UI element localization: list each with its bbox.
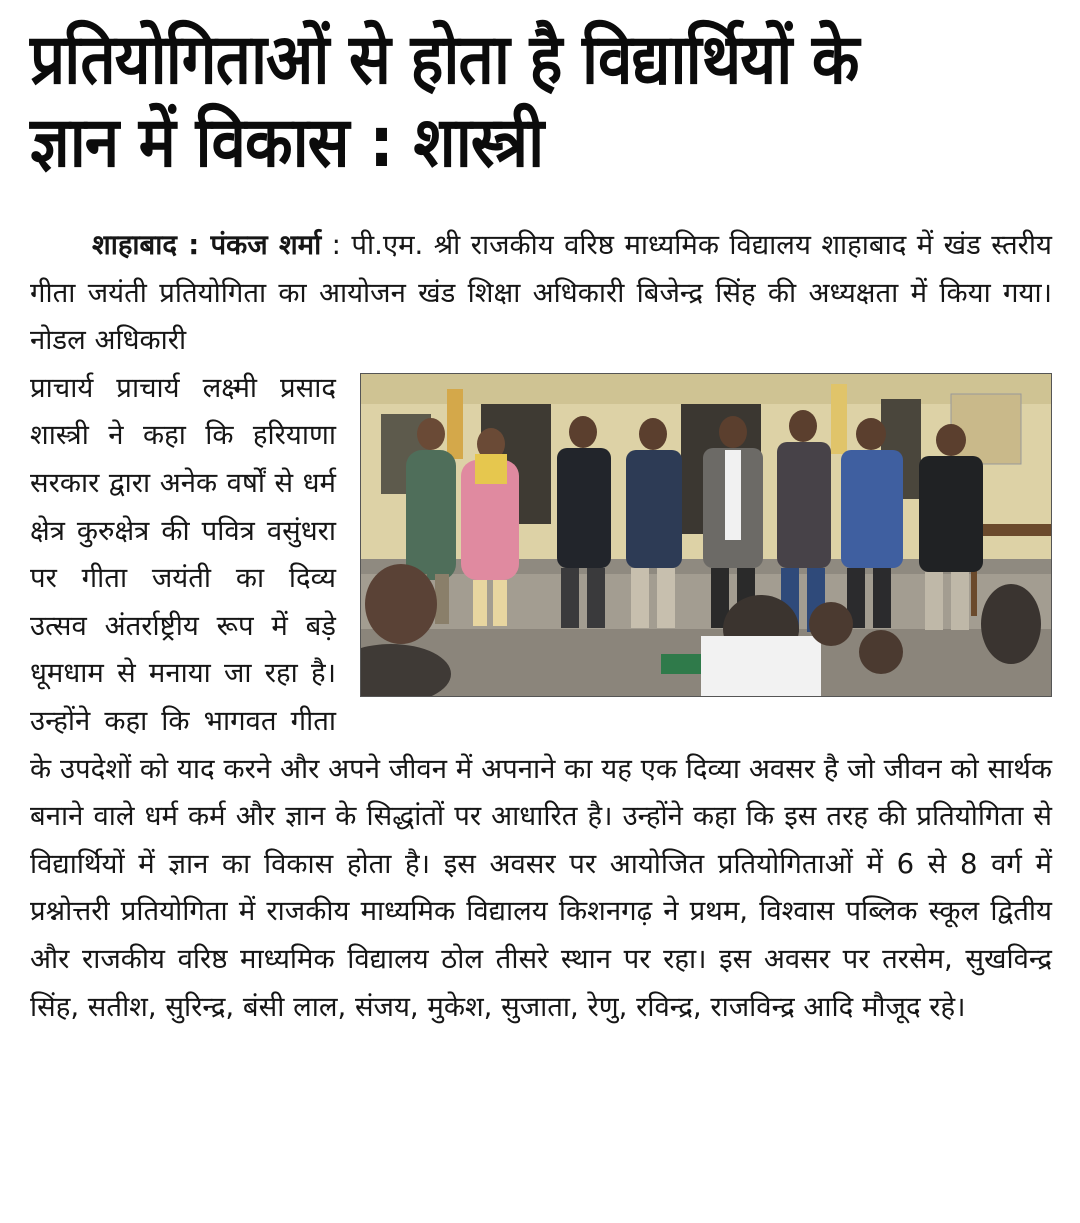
dateline-separator: :: [321, 229, 352, 261]
lead-paragraph: [30, 222, 1052, 365]
rest-text: उत्सव अंतर्राष्ट्रीय रूप में बड़े धूमधाम से मनाया जा रहा है। उन्होंने कहा कि भागवत गीता के उपदेशों को याद करने और अपने जीवन में अपनाने का यह एक दिव्या अवसर है जो जीवन को सार्थक बनाने वाले धर्म कर्म और ज्ञान के सिद्धांतों पर आधारित है। उन्होंने कहा कि इस तरह की प्रतियोगिता से विद्यार्थियों में ज्ञान का विकास होता है। इस अवसर पर आयोजित प्रतियोगिताओं में 6 से 8 वर्ग में प्रश्नोत्तरी प्रतियोगिता में राजकीय माध्यमिक विद्यालय किशनगढ़ ने प्रथम, विश्वास पब्लिक स्कूल द्वितीय और राजकीय वरिष्ठ माध्यमिक विद्यालय ठोल तीसरे स्थान पर रहा। इस अवसर पर तरसेम, सुखविन्द्र सिंह, सतीश, सुरिन्द्र, बंसी लाल, संजय, मुकेश, सुजाता, रेणु, रविन्द्र, राजविन्द्र आदि मौजूद रहे।: [30, 609, 1052, 1023]
event-photo: [360, 373, 1052, 697]
lead-text: पी.एम. श्री राजकीय वरिष्ठ माध्यमिक विद्यालय शाहाबाद में खंड स्तरीय गीता जयंती प्रतियोगिता का आयोजन खंड शिक्षा अधिकारी बिजेन्द्र सिंह की अध्यक्षता में किया गया। नोडल अधिकारी: [30, 229, 1052, 357]
article-body: [30, 222, 1052, 1031]
dateline: शाहाबाद : पंकज शर्मा: [92, 229, 322, 261]
headline-line-2: ज्ञान में विकास : शास्त्री: [30, 100, 544, 183]
headline: [30, 18, 1052, 184]
group-photo-illustration: [361, 374, 1051, 696]
wrap-text: प्राचार्य प्राचार्य लक्ष्मी प्रसाद शास्त्री ने कहा कि हरियाणा सरकार द्वारा अनेक वर्षों से धर्म क्षेत्र कुरुक्षेत्र की पवित्र वसुंधरा पर गीता जयंती का दिव्य: [30, 371, 336, 595]
headline-line-1: प्रतियोगिताओं से होता है विद्यार्थियों के: [30, 18, 859, 100]
